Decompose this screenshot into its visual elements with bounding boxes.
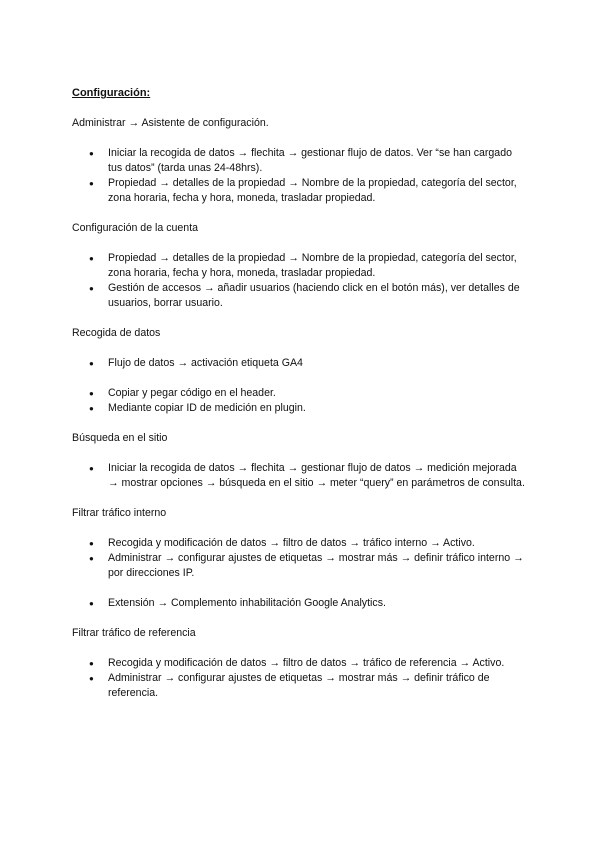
list-item: ● Recogida y modificación de datos → filtro de datos → tráfico de referencia → Activo.: [72, 656, 528, 671]
list-item: ● Extensión → Complemento inhabilitación Google Analytics.: [72, 596, 528, 611]
section-list-recogida-datos: [72, 356, 528, 416]
list-item: ● Propiedad → detalles de la propiedad → Nombre de la propiedad, categoría del sector, zona horaria, fecha y hora, moneda, trasladar propiedad.: [72, 176, 528, 206]
section-list-trafico-referencia: [72, 656, 528, 701]
intro-text: Administrar → Asistente de configuración.: [72, 117, 269, 129]
list-item: ● Mediante copiar ID de medición en plugin.: [72, 401, 528, 416]
intro-list: [72, 146, 528, 206]
list-item: ● Iniciar la recogida de datos → flechita → gestionar flujo de datos → medición mejorada → mostrar opciones → búsqueda en el sitio → meter “query” en parámetros de consulta.: [72, 461, 528, 491]
section-list-trafico-interno: [72, 536, 528, 611]
list-item: ● Recogida y modificación de datos → filtro de datos → tráfico interno → Activo.: [72, 536, 528, 551]
list-item: ● Administrar → configurar ajustes de etiquetas → mostrar más → definir tráfico interno → por direcciones IP.: [72, 551, 528, 581]
section-heading-busqueda-sitio: Búsqueda en el sitio: [72, 432, 168, 444]
section-list-configuracion-cuenta: [72, 251, 528, 311]
list-spacer: [72, 581, 528, 596]
section-heading-recogida-datos: Recogida de datos: [72, 327, 161, 339]
list-item: ● Propiedad → detalles de la propiedad → Nombre de la propiedad, categoría del sector, zona horaria, fecha y hora, moneda, trasladar propiedad.: [72, 251, 528, 281]
list-item: ● Gestión de accesos → añadir usuarios (haciendo click en el botón más), ver detalles de usuarios, borrar usuario.: [72, 281, 528, 311]
list-item: ● Flujo de datos → activación etiqueta GA4: [72, 356, 528, 371]
section-heading-configuracion-cuenta: Configuración de la cuenta: [72, 222, 199, 234]
list-item: ● Administrar → configurar ajustes de etiquetas → mostrar más → definir tráfico de referencia.: [72, 671, 528, 701]
section-heading-trafico-interno: Filtrar tráfico interno: [72, 507, 167, 519]
document-title: Configuración:: [72, 87, 151, 99]
list-item: ● Copiar y pegar código en el header.: [72, 386, 528, 401]
section-list-busqueda-sitio: [72, 461, 528, 491]
list-item: ● Iniciar la recogida de datos → flechita → gestionar flujo de datos. Ver “se han cargado tus datos” (tarda unas 24-48hrs).: [72, 146, 528, 176]
section-heading-trafico-referencia: Filtrar tráfico de referencia: [72, 627, 196, 639]
list-spacer: [72, 371, 528, 386]
